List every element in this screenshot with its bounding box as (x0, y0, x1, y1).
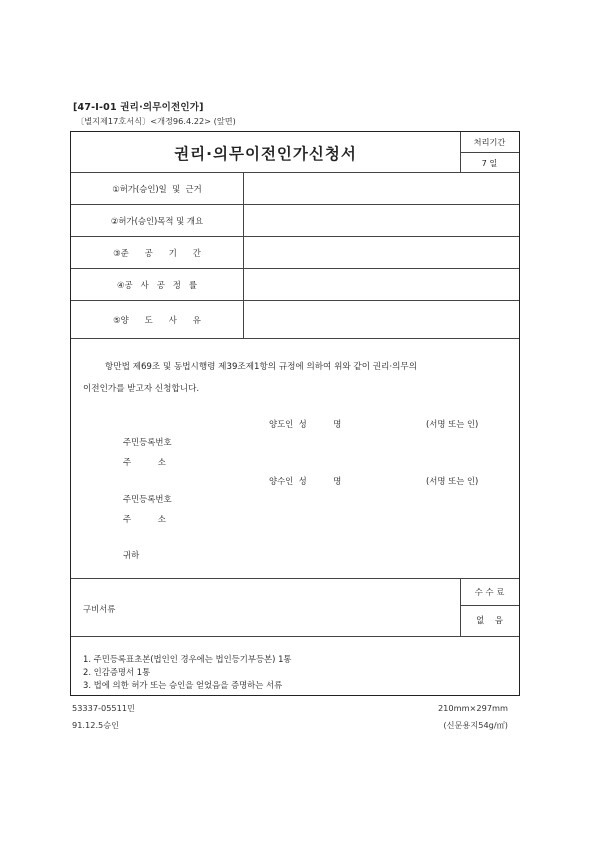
annex-label: 〔별지제17호서식〕<개정96.4.22> (앞면) (76, 116, 236, 126)
footer-paper-size: 210mm×297mm (437, 703, 508, 713)
statement-text: 항만법 제69조 및 동법시행령 제39조제1항의 규정에 의하여 위와 같이 권리·의무의 이전인가를 받고자 신청합니다. (83, 362, 418, 394)
transferee-name-label: 양수인 성 명 (269, 476, 342, 486)
list-item: 1. 주민등록표초본(법인인 경우에는 법인등기부등본) 1통 (83, 654, 292, 664)
field-row (71, 237, 519, 269)
footer-approval: 91.12.5승인 (72, 720, 120, 730)
processing-period-value: 7 일 (481, 158, 498, 168)
field-label: ③준 공 기 간 (113, 247, 201, 258)
processing-period-label: 처리기간 (473, 137, 506, 147)
title-row (71, 132, 519, 173)
documents-header-row (71, 579, 519, 637)
statement-section (71, 339, 519, 579)
field-label: ①허가(승인)일 및 근거 (112, 183, 202, 194)
field-row (71, 269, 519, 301)
field-label: ④공 사 공 정 률 (117, 279, 197, 290)
documents-label: 구비서류 (83, 604, 116, 614)
field-label: ⑤양 도 사 유 (113, 314, 201, 325)
field-label: ②허가(승인)목적 및 개요 (110, 215, 204, 226)
transferee-id-label: 주민등록번호 (123, 494, 172, 504)
divider (243, 237, 244, 269)
transferor-sign-label: (서명 또는 인) (426, 419, 479, 429)
divider (460, 152, 519, 153)
transferee-address-label: 주 소 (123, 514, 166, 524)
form-title: 권리·의무이전인가신청서 (174, 144, 357, 163)
footer-paper-type: (신문용지54g/㎡) (443, 720, 508, 730)
documents-list (83, 653, 292, 692)
application-form (70, 131, 520, 696)
divider (243, 205, 244, 237)
field-row (71, 205, 519, 237)
fee-label: 수 수 료 (474, 587, 505, 597)
transferor-id-label: 주민등록번호 (123, 437, 172, 447)
field-row (71, 301, 519, 339)
footer-code: 53337-05511민 (72, 703, 135, 713)
transferor-address-label: 주 소 (123, 457, 166, 467)
divider (243, 301, 244, 339)
field-row (71, 173, 519, 205)
form-code: [47-Ⅰ-01 권리·의무이전인가] (73, 102, 204, 113)
divider (460, 605, 519, 606)
divider (243, 173, 244, 205)
recipient-label: 귀하 (123, 550, 140, 560)
transferor-name-label: 양도인 성 명 (269, 419, 342, 429)
list-item: 2. 인감증명서 1통 (83, 667, 151, 677)
fee-value: 없 음 (476, 615, 503, 625)
transferee-sign-label: (서명 또는 인) (426, 476, 479, 486)
list-item: 3. 법에 의한 허가 또는 승인을 얻었음을 증명하는 서류 (83, 680, 283, 690)
divider (243, 269, 244, 301)
